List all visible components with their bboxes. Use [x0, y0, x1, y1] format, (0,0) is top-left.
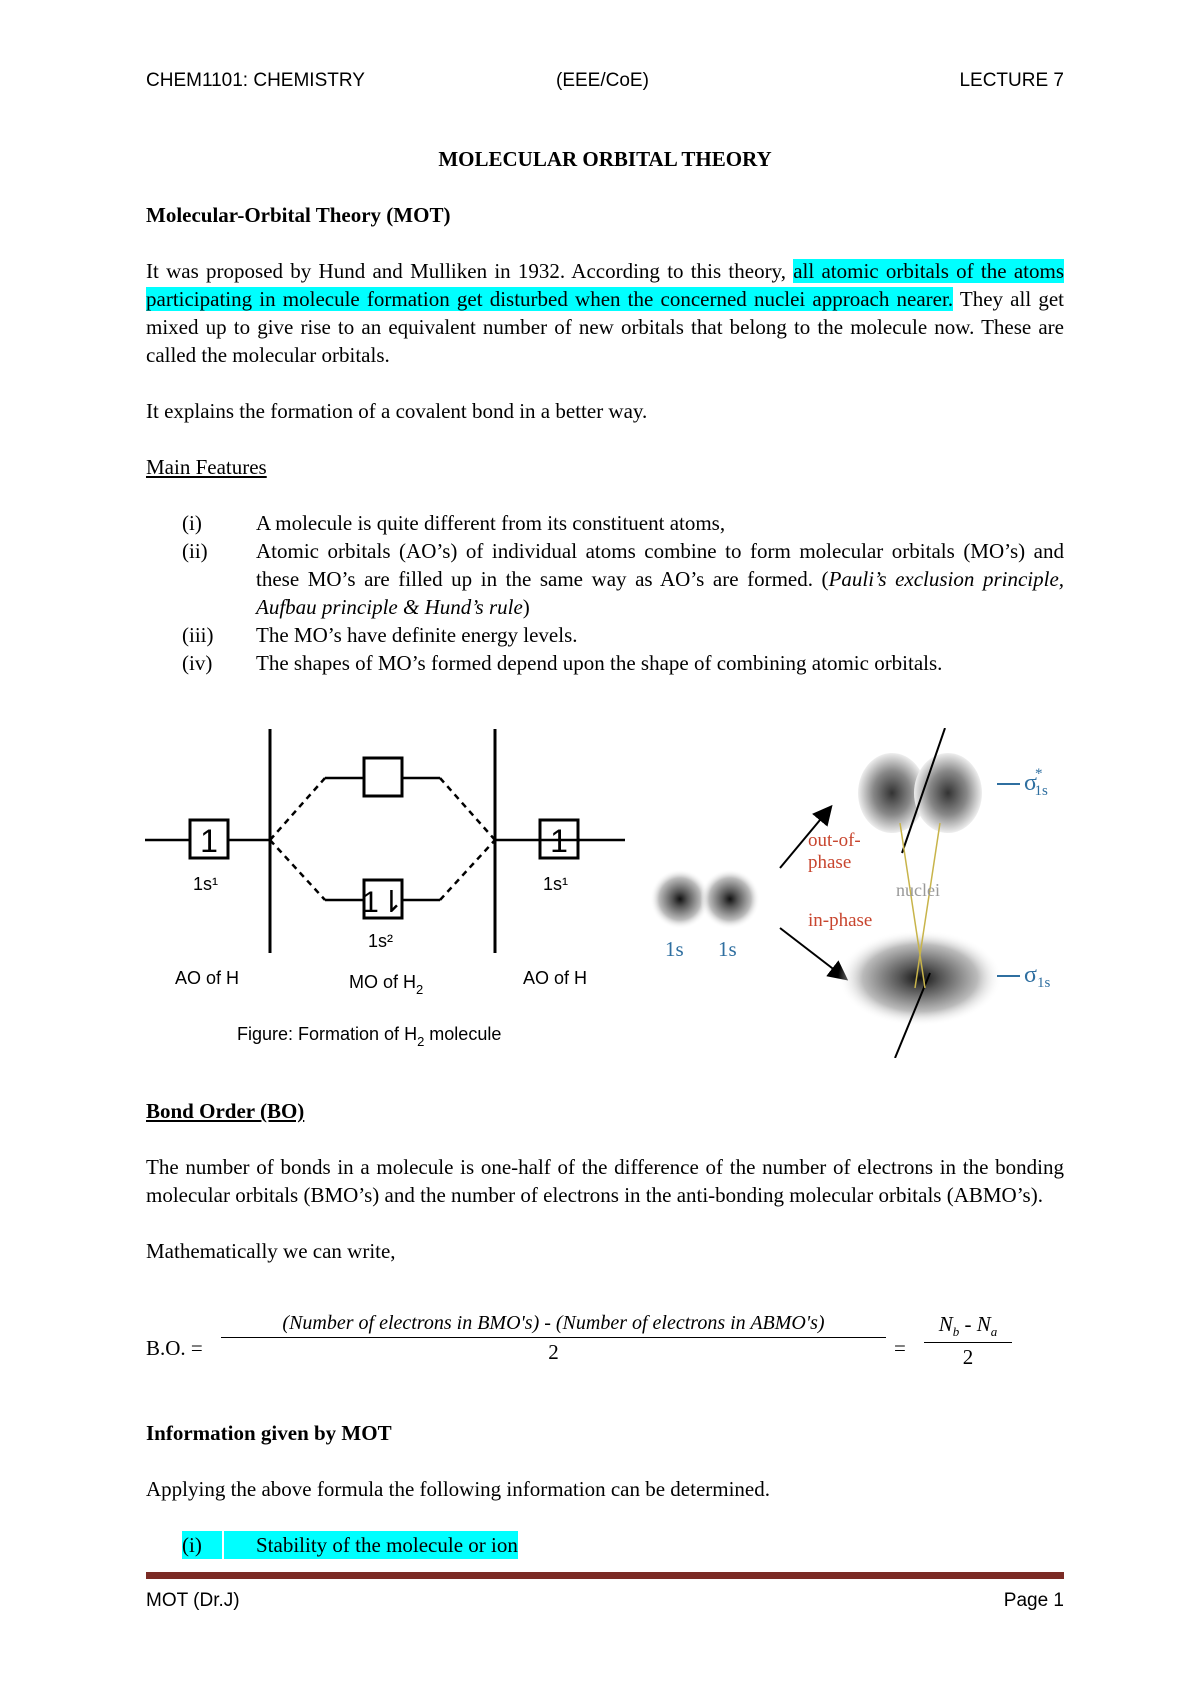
- header-lecture: LECTURE 7: [959, 70, 1064, 91]
- left-ao-config: 1s¹: [193, 874, 219, 894]
- features-heading: Main Features: [146, 455, 267, 479]
- up-arrow-right: 1: [550, 823, 568, 859]
- list-item: [146, 537, 1064, 621]
- intro-paragraph: [146, 257, 1064, 369]
- formula-equals: =: [894, 1336, 906, 1360]
- formula-rhs-numerator: $N_b - N_a$: [924, 1312, 1012, 1343]
- covalent-paragraph: It explains the formation of a covalent bond in a better way.: [146, 399, 648, 423]
- header-department: (EEE/CoE): [556, 70, 649, 91]
- orbital-label-1s-a: 1s: [665, 937, 684, 961]
- list-item-text: A molecule is quite different from its constituent atoms,: [256, 511, 726, 535]
- features-list: [146, 509, 1064, 677]
- list-item-text: Atomic orbitals (AO’s) of individual atoms combine to form molecular orbitals (MO’s) and these MO’s are filled up in the same way as AO’s are formed. (: [256, 539, 1064, 591]
- list-item-number: (i): [182, 511, 202, 535]
- list-item-number: (iv): [182, 651, 213, 675]
- info-list-item: [146, 1531, 1064, 1559]
- info-heading: Information given by MOT: [146, 1421, 392, 1445]
- intro-text-b: They all get mixed up to give rise to an equivalent number of new orbitals that belong to the molecule now. These are called the molecular orbitals.: [146, 287, 1064, 367]
- antibonding-lobe-right: [914, 753, 982, 833]
- formula-rhs-denominator: 2: [962, 1345, 974, 1370]
- phase-labels: [808, 830, 940, 931]
- intro-highlight: all atomic orbitals of the atoms participating in molecule formation get disturbed when the concerned nuclei approach nearer.: [146, 259, 1064, 311]
- list-item-italic: Pauli’s exclusion principle, Aufbau principle & Hund’s rule: [256, 567, 1065, 619]
- page-number: Page 1: [1003, 1590, 1064, 1611]
- figure-caption: Figure: Formation of $H_2$ molecule: [237, 1024, 502, 1049]
- bonding-orbital: [838, 930, 1002, 1026]
- in-phase-label: in-phase: [808, 910, 873, 931]
- orbital-label-1s-b: 1s: [718, 937, 737, 961]
- list-item: [146, 621, 1064, 649]
- atomic-orbital-1s-right: [700, 869, 760, 929]
- bond-order-section: [146, 1097, 1064, 1265]
- info-item-number: (i): [182, 1531, 222, 1559]
- info-paragraph: Applying the above formula the following information can be determined.: [146, 1477, 770, 1501]
- page-header: [146, 70, 1064, 98]
- arrow-in-phase: [780, 928, 845, 978]
- intro-text-a: It was proposed by Hund and Mulliken in 1932. According to this theory,: [146, 259, 794, 283]
- list-item-tail: ): [522, 595, 530, 619]
- sigma-labels: [997, 766, 1050, 991]
- list-item-number: (ii): [182, 539, 208, 563]
- info-item-highlight-gap: [224, 1531, 256, 1559]
- right-ao-config: 1s¹: [543, 874, 569, 894]
- nuclei-label: nuclei: [896, 880, 940, 900]
- out-of-phase-label-1: out-of-: [808, 830, 861, 851]
- mo-config: 1s²: [368, 931, 394, 951]
- formula-rhs-fraction: [924, 1312, 1012, 1370]
- list-item-text: The shapes of MO’s formed depend upon the shape of combining atomic orbitals.: [256, 651, 943, 675]
- orbital-shape-illustration: [650, 728, 1050, 1058]
- list-item: [146, 509, 1064, 537]
- info-section: [146, 1419, 1064, 1559]
- formula-lhs: B.O. =: [146, 1336, 203, 1360]
- document-body: [146, 145, 1064, 677]
- left-ao-caption: AO of H: [175, 968, 240, 988]
- list-item-text: The MO’s have definite energy levels.: [256, 623, 578, 647]
- bond-order-heading: Bond Order (BO): [146, 1099, 305, 1123]
- h2-formation-figure: [140, 728, 1080, 1058]
- diagram-labels: [175, 823, 587, 1049]
- footer-rule: [146, 1572, 1064, 1579]
- mo-diagram: [140, 728, 1080, 1058]
- sigma-star-label: σ* 1s: [1024, 766, 1048, 799]
- antibonding-box: [364, 758, 402, 796]
- formula-denominator: 2: [548, 1340, 559, 1364]
- header-course: CHEM1101: CHEMISTRY: [146, 70, 365, 91]
- right-ao-caption: AO of H: [523, 968, 588, 988]
- sigma-label: $\sigma_{1s}$: [1024, 962, 1051, 991]
- up-arrow-left: 1: [200, 823, 218, 859]
- footer-source: MOT (Dr.J): [146, 1590, 240, 1611]
- info-item-text: Stability of the molecule or ion: [256, 1533, 518, 1557]
- list-item: [146, 649, 1064, 677]
- out-of-phase-label-2: phase: [808, 852, 852, 873]
- math-intro: Mathematically we can write,: [146, 1239, 396, 1263]
- list-item-number: (iii): [182, 623, 214, 647]
- section-heading-mot: Molecular-Orbital Theory (MOT): [146, 203, 451, 227]
- bond-order-formula: [146, 1312, 1064, 1392]
- formula-numerator: (Number of electrons in BMO's) - (Number of electrons in ABMO's): [221, 1312, 886, 1338]
- paired-arrows: 1⇂: [362, 886, 404, 919]
- bond-order-paragraph: The number of bonds in a molecule is one-half of the difference of the number of electrons in the bonding molecular orbitals (BMO’s) and the number of electrons in the anti-bonding molecular orbitals (ABMO’s).: [146, 1155, 1064, 1207]
- formula-fraction: [221, 1312, 886, 1365]
- page-title: MOLECULAR ORBITAL THEORY: [438, 147, 772, 171]
- mo-caption: MO of $H_2$: [349, 972, 424, 997]
